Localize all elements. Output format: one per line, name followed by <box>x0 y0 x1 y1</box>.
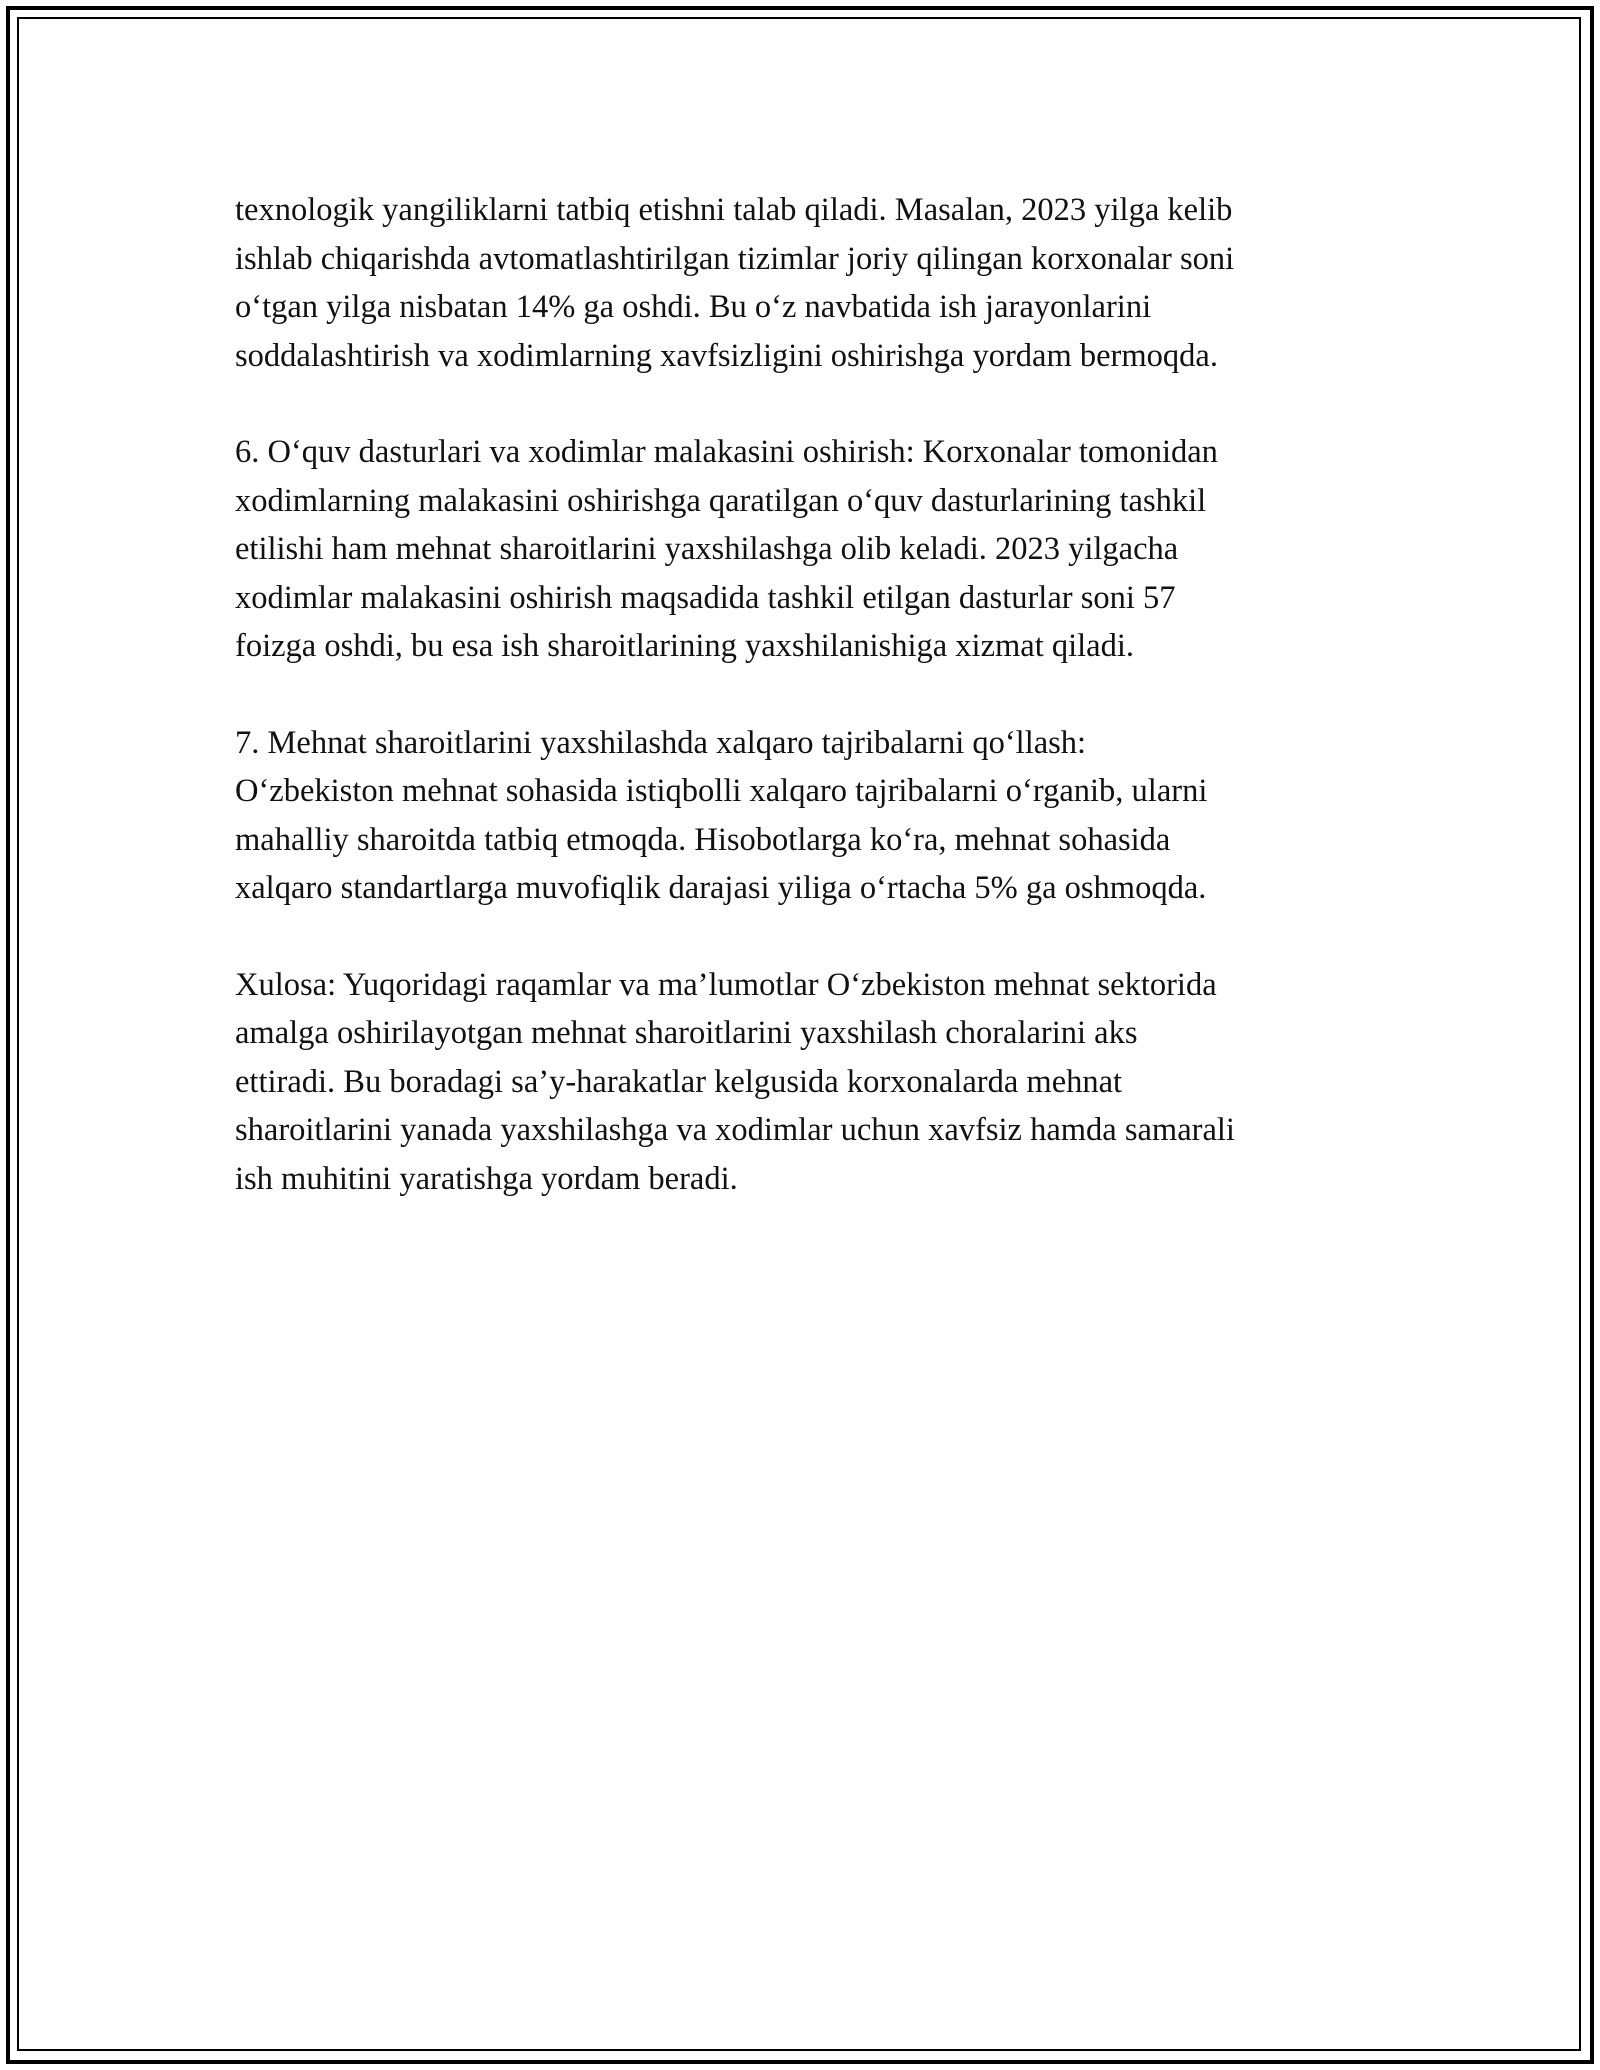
paragraph-conclusion: Xulosa: Yuqoridagi raqamlar va ma’lumotlar O‘zbekiston mehnat sektorida amalga oshirilayotgan mehnat sharoitlarini yaxshilash choralarini aks ettiradi. Bu boradagi sa’y-harakatlar kelgusida korxonalarda mehnat sharoitlarini yanada yaxshilashga va xodimlar uchun xavfsiz hamda samarali ish muhitini yaratishga yordam beradi. <box>235 966 1235 1197</box>
paragraph-training-programs: 6. O‘quv dasturlari va xodimlar malakasini oshirish: Korxonalar tomonidan xodimlarning malakasini oshirishga qaratilgan o‘quv dasturlarining tashkil etilishi ham mehnat sharoitlarini yaxshilashga olib keladi. 2023 yilgacha xodimlar malakasini oshirish maqsadida tashkil etilgan dasturlar soni 57 foizga oshdi, bu esa ish sharoitlarining yaxshilanishiga xizmat qiladi. <box>235 434 1218 664</box>
paragraph-technology: texnologik yangiliklarni tatbiq etishni talab qiladi. Masalan, 2023 yilga kelib ishlab chiqarishda avtomatlashtirilgan tizimlar joriy qilingan korxonalar soni o‘tgan yilga nisbatan 14% ga oshdi. Bu o‘z navbatida ish jarayonlarini soddalashtirish va xodimlarning xavfsizligini oshirishga yordam bermoqda. <box>235 192 1235 374</box>
paragraph-international-experience: 7. Mehnat sharoitlarini yaxshilashda xalqaro tajribalarni qo‘llash: O‘zbekiston mehnat sohasida istiqbolli xalqaro tajribalarni o‘rganib, ularni mahalliy sharoitda tatbiq etmoqda. Hisobotlarga ko‘ra, mehnat sohasida xalqaro standartlarga muvofiqlik darajasi yiliga o‘rtacha 5% ga oshmoqda. <box>235 724 1208 906</box>
document-body <box>235 186 1395 1251</box>
